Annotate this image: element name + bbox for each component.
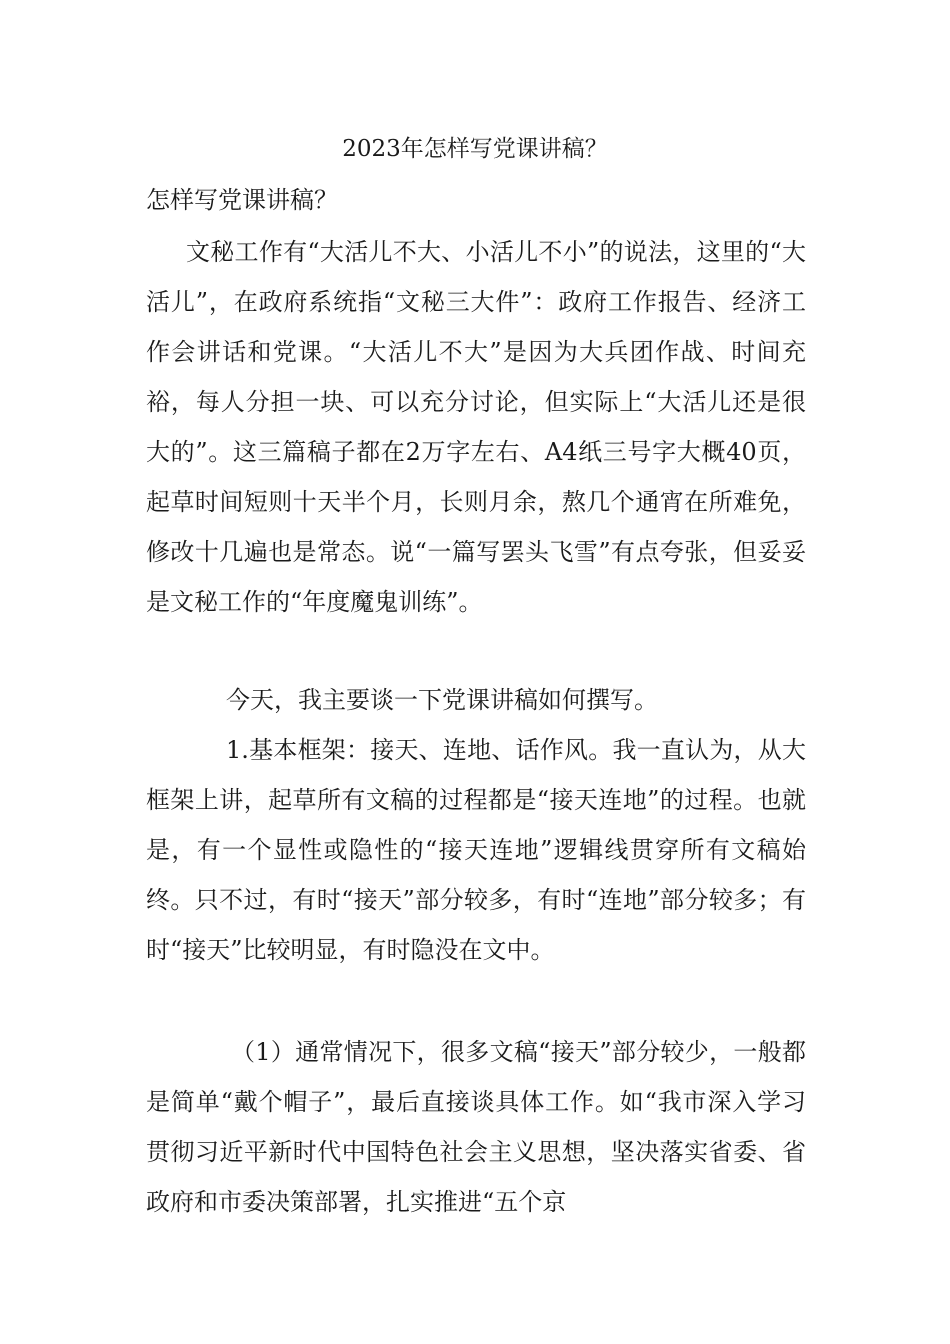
paragraph-point-1: （1）通常情况下，很多文稿“接天”部分较少，一般都是简单“戴个帽子”，最后直接谈具体工作。如“我市深入学习贯彻习近平新时代中国特色社会主义思想，坚决落实省委、省政府和市委决策部署，扎实推进“五个京 — [146, 1038, 806, 1216]
document-subtitle: 怎样写党课讲稿？ — [146, 186, 338, 214]
document-title: 2023年怎样写党课讲稿？ — [342, 136, 608, 162]
paragraph-topic: 今天，我主要谈一下党课讲稿如何撰写。 — [226, 686, 658, 714]
paragraph-intro: 文秘工作有“大活儿不大、小活儿不小”的说法，这里的“大活儿”，在政府系统指“文秘三大件”：政府工作报告、经济工作会讲话和党课。“大活儿不大”是因为大兵团作战、时间充裕，每人分担一块、可以充分讨论，但实际上“大活儿还是很大的”。这三篇稿子都在2万字左右、A4纸三号字大概40页，起草时间短则十天半个月，长则月余，熬几个通宵在所难免，修改十几遍也是常态。说“一篇写罢头飞雪”有点夸张，但妥妥是文秘工作的“年度魔鬼训练”。 — [146, 238, 806, 616]
paragraph-framework: 1.基本框架：接天、连地、话作风。我一直认为，从大框架上讲，起草所有文稿的过程都是“接天连地”的过程。也就是，有一个显性或隐性的“接天连地”逻辑线贯穿所有文稿始终。只不过，有时“接天”部分较多，有时“连地”部分较多；有时“接天”比较明显，有时隐没在文中。 — [146, 736, 806, 964]
